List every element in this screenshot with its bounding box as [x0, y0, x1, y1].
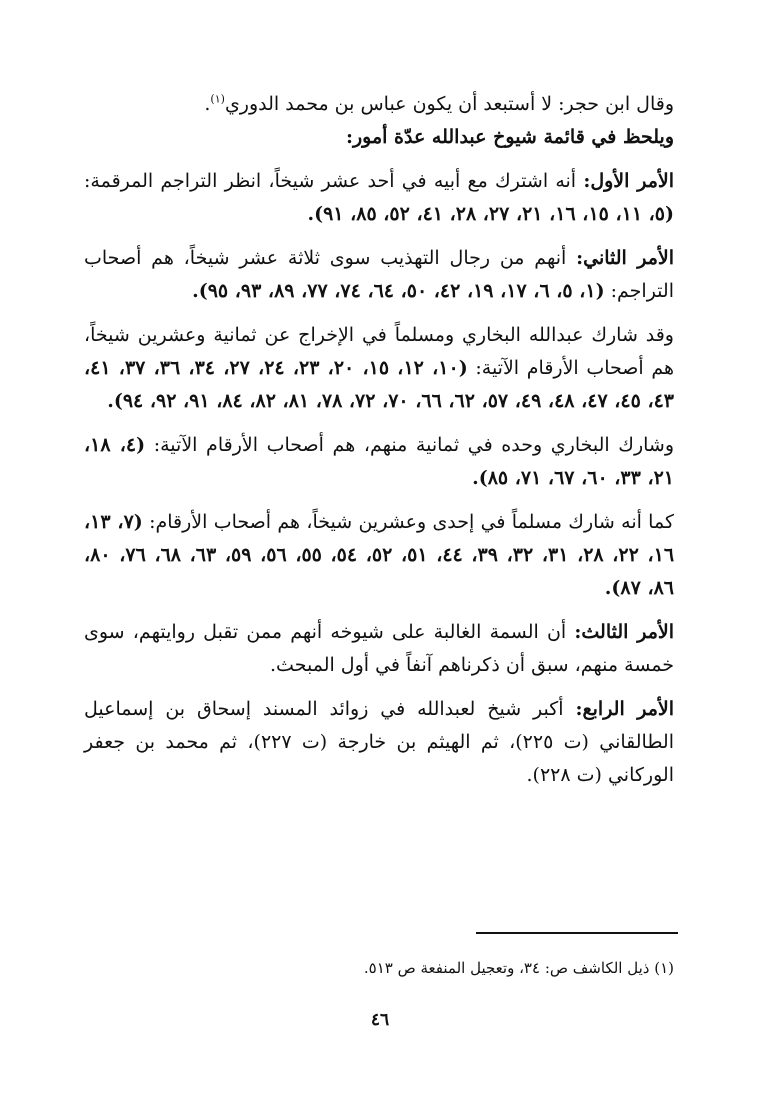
paragraph-muslim-only: [84, 506, 674, 605]
muslim-only-text: كما أنه شارك مسلماً في إحدى وعشرين شيخاً، هم أصحاب الأرقام:: [142, 511, 674, 533]
paragraph-second-matter: [84, 242, 674, 308]
third-matter-text: أن السمة الغالبة على شيوخه أنهم ممن تقبل روايتهم، سوى خمسة منهم، سبق أن ذكرناهم آنفاً في أول المبحث.: [84, 621, 674, 676]
footnote-separator: [476, 932, 678, 934]
paragraph-end: .: [204, 93, 211, 115]
bukhari-muslim-numbers: (١٠، ١٢، ١٥، ٢٠، ٢٣، ٢٤، ٢٧، ٣٤، ٣٦، ٣٧، ٤١، ٤٣، ٤٥، ٤٧، ٤٨، ٤٩، ٥٧، ٦٢، ٦٦، ٧٠، ٧٢، ٧٨، ٨١، ٨٢، ٨٤، ٩١، ٩٢، ٩٤).: [84, 357, 674, 412]
paragraph-text: وقال ابن حجر: لا أستبعد أن يكون عباس بن محمد الدوري: [224, 93, 674, 115]
footnote-text: ذيل الكاشف ص: ٣٤، وتعجيل المنفعة ص ٥١٣.: [363, 959, 655, 977]
paragraph-intro-heading: ويلحظ في قائمة شيوخ عبدالله عدّة أمور:: [345, 126, 674, 148]
paragraph-fourth-matter: [84, 693, 674, 792]
paragraph-first-matter: [84, 165, 674, 231]
fourth-matter-label: الأمر الرابع:: [575, 698, 674, 720]
main-text: [84, 88, 674, 803]
footnote-marker: (١): [654, 959, 674, 977]
second-matter-numbers: (١، ٥، ٦، ١٧، ١٩، ٤٢، ٥٠، ٦٤، ٧٤، ٧٧، ٨٩، ٩٣، ٩٥).: [192, 280, 605, 302]
paragraph-bukhari-muslim: [84, 319, 674, 418]
first-matter-text: أنه اشترك مع أبيه في أحد عشر شيخاً، انظر التراجم المرقمة:: [84, 170, 584, 192]
footnote-reference: (١): [210, 92, 225, 106]
bukhari-muslim-text: وقد شارك عبدالله البخاري ومسلماً في الإخراج عن ثمانية وعشرين شيخاً، هم أصحاب الأرقام الآتية:: [84, 324, 675, 379]
first-matter-label: الأمر الأول:: [583, 170, 674, 192]
bukhari-only-text: وشارك البخاري وحده في ثمانية منهم، هم أصحاب الأرقام الآتية:: [145, 434, 674, 456]
fourth-matter-text: أكبر شيخ لعبدالله في زوائد المسند إسحاق بن إسماعيل الطالقاني (ت ٢٢٥)، ثم الهيثم بن خارجة (ت ٢٢٧)، ثم محمد بن جعفر الوركاني (ت ٢٢٨).: [84, 698, 674, 786]
muslim-only-numbers: (٧، ١٣، ١٦، ٢٢، ٢٨، ٣١، ٣٢، ٣٩، ٤٤، ٥١، ٥٢، ٥٤، ٥٥، ٥٦، ٥٩، ٦٣، ٦٨، ٧٦، ٨٠، ٨٦، ٨٧).: [84, 511, 675, 599]
paragraph-third-matter: [84, 616, 674, 682]
bukhari-only-numbers: (٤، ١٨، ٢١، ٣٣، ٦٠، ٦٧، ٧١، ٨٥).: [84, 434, 674, 489]
page-number: ٤٦: [370, 1010, 390, 1030]
first-matter-numbers: (٥، ١١، ١٥، ١٦، ٢١، ٢٧، ٢٨، ٤١، ٥٢، ٨٥، ٩١).: [307, 203, 674, 225]
second-matter-label: الأمر الثاني:: [576, 247, 674, 269]
third-matter-label: الأمر الثالث:: [574, 621, 674, 643]
footnote: [84, 955, 674, 981]
second-matter-text: أنهم من رجال التهذيب سوى ثلاثة عشر شيخاً، هم أصحاب التراجم:: [84, 247, 674, 302]
paragraph-bukhari-only: [84, 429, 674, 495]
paragraph-ibn-hajar: [84, 88, 674, 121]
